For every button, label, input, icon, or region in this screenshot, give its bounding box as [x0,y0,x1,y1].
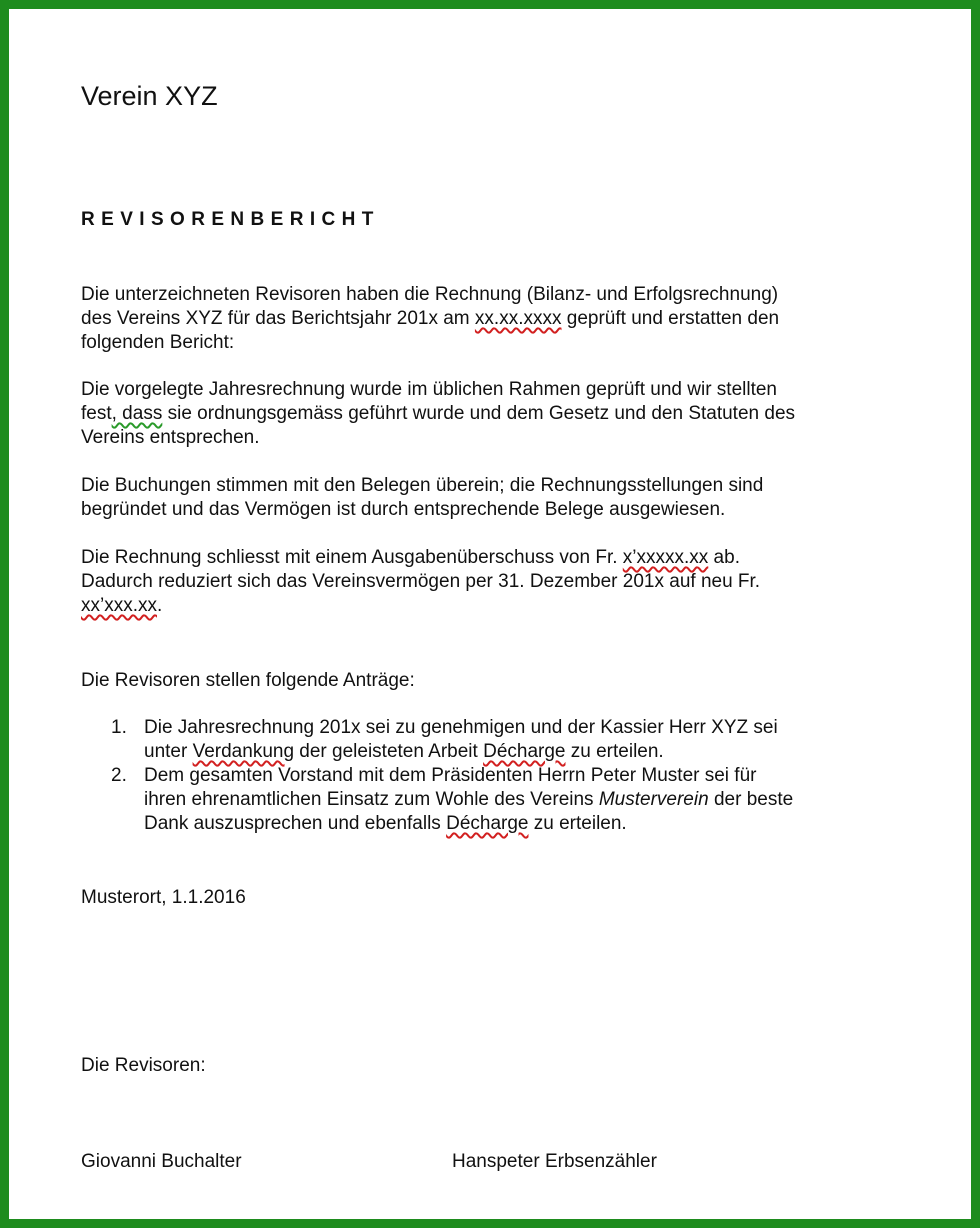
text-line: Dank auszusprechen und ebenfalls [144,813,447,834]
text-line: begründet und das Vermögen ist durch entsprechende Belege ausgewiesen. [81,499,726,520]
spellcheck-word[interactable]: Verdankung [192,741,295,762]
revisors-label: Die Revisoren: [81,1055,206,1076]
list-item [81,716,793,764]
text-line: Die unterzeichneten Revisoren haben die Rechnung (Bilanz- und Erfolgsrechnung) [81,284,779,305]
list-item [81,764,793,836]
club-title: Verein XYZ [81,81,218,111]
text-line: der beste [708,789,794,810]
spellcheck-date-placeholder[interactable]: xx.xx.xxxx [474,308,562,329]
text-line: Die Jahresrechnung 201x sei zu genehmigen und der Kassier Herr XYZ sei [144,717,778,738]
spellcheck-amount-placeholder[interactable]: x’xxxxx.xx [622,547,709,568]
text-line: Dem gesamten Vorstand mit dem Präsidenten Herrn Peter Muster sei für [144,765,757,786]
paragraph-result [81,546,760,618]
text-line: . [157,595,163,616]
text-line: ab. [708,547,740,568]
list-number: 2. [111,765,127,786]
text-line: zu erteilen. [528,813,627,834]
text-line: der geleisteten Arbeit [294,741,484,762]
place-date: Musterort, 1.1.2016 [81,887,246,908]
club-name-italic: Musterverein [598,789,709,810]
text-line: fest [81,403,112,424]
signatory-1: Giovanni Buchalter [81,1151,242,1172]
motions-list [81,716,793,836]
report-heading: REVISORENBERICHT [81,209,380,230]
text-line: Die Rechnung schliesst mit einem Ausgabenüberschuss von Fr. [81,547,623,568]
grammar-check-comma[interactable]: , dass [111,403,163,424]
paragraph-intro [81,283,779,355]
text-line: sie ordnungsgemäss geführt wurde und dem Gesetz und den Statuten des [162,403,796,424]
text-line: unter [144,741,193,762]
signatory-2: Hanspeter Erbsenzähler [452,1151,657,1172]
text-line: Dadurch reduziert sich das Vereinsvermögen per 31. Dezember 201x auf neu Fr. [81,571,761,592]
text-line: des Vereins XYZ für das Berichtsjahr 201x am [81,308,475,329]
spellcheck-word[interactable]: Décharge [483,741,566,762]
paragraph-motions-intro: Die Revisoren stellen folgende Anträge: [81,670,415,691]
text-line: Die vorgelegte Jahresrechnung wurde im üblichen Rahmen geprüft und wir stellten [81,379,777,400]
list-number: 1. [111,717,127,738]
spellcheck-word[interactable]: Décharge [446,813,529,834]
text-line: zu erteilen. [565,741,664,762]
text-line: Vereins entsprechen. [81,427,260,448]
text-line: folgenden Bericht: [81,332,235,353]
text-line: ihren ehrenamtlichen Einsatz zum Wohle des Vereins [144,789,599,810]
paragraph-audit [81,378,795,450]
spellcheck-amount-placeholder[interactable]: xx’xxx.xx [81,595,157,616]
text-line: Die Buchungen stimmen mit den Belegen überein; die Rechnungsstellungen sind [81,475,764,496]
text-line: geprüft und erstatten den [561,308,780,329]
paragraph-bookings [81,474,763,522]
